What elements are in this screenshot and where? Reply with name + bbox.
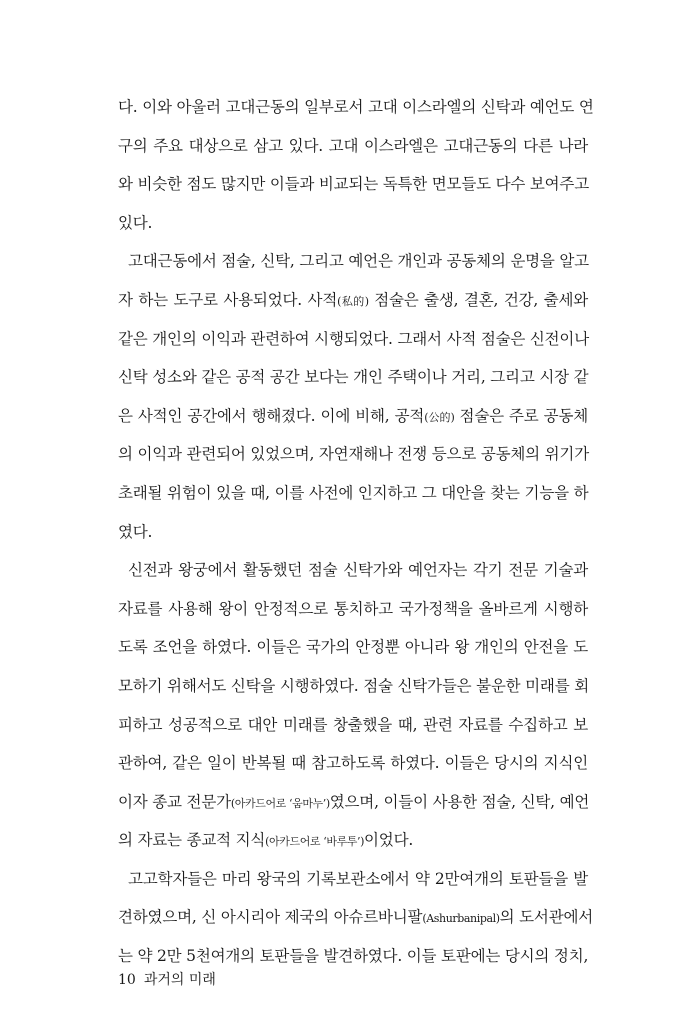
inline-annotation: (아카드어로 ‘바루투’): [265, 835, 365, 849]
running-title: 과거의 미래: [143, 972, 216, 988]
hanja-annotation: (公的): [424, 410, 455, 424]
inline-annotation: (Ashurbanipal): [422, 912, 500, 926]
text-line: 같은 개인의 이익과 관련하여 시행되었다. 그래서 사적 점술은 신전이나: [118, 329, 589, 348]
text-line: 도록 조언을 하였다. 이들은 국가의 안정뿐 아니라 왕 개인의 안전을 도: [118, 638, 588, 657]
text-line: [118, 397, 588, 436]
text-line: [118, 281, 588, 320]
text-line: 피하고 성공적으로 대안 미래를 창출했을 때, 관련 자료를 수집하고 보: [118, 715, 588, 734]
text-line: 의 이익과 관련되어 있었으며, 자연재해나 전쟁 등으로 공동체의 위기가: [118, 445, 589, 464]
page-footer: [118, 970, 216, 990]
text-line: 신탁 성소와 같은 공적 공간 보다는 개인 주택이나 거리, 그리고 시장 같: [118, 368, 589, 387]
text-line: 였다.: [118, 522, 153, 541]
inline-annotation: (아카드어로 ‘움마누’): [230, 796, 330, 810]
text-line: 와 비슷한 점도 많지만 이들과 비교되는 독특한 면모들도 다수 보여주고: [118, 175, 589, 194]
text-line: 관하여, 같은 일이 반복될 때 참고하도록 하였다. 이들은 당시의 지식인: [118, 754, 588, 773]
text-line: 구의 주요 대상으로 삼고 있다. 고대 이스라엘은 고대근동의 다른 나라: [118, 136, 588, 155]
text-line: 자료를 사용해 왕이 안정적으로 통치하고 국가정책을 올바르게 시행하: [118, 599, 588, 618]
text-line: 있다.: [118, 213, 153, 232]
text-line: [118, 821, 588, 860]
text-segment: 였으며, 이들이 사용한 점술, 신탁, 예언: [329, 792, 590, 811]
text-line: 다. 이와 아울러 고대근동의 일부로서 고대 이스라엘의 신탁과 예언도 연: [118, 98, 594, 116]
text-line: 는 약 2만 5천여개의 토판들을 발견하였다. 이들 토판에는 당시의 정치,: [118, 947, 589, 966]
text-line: 고고학자들은 마리 왕국의 기록보관소에서 약 2만여개의 토판들을 발: [128, 869, 588, 888]
text-segment: 이었다.: [364, 831, 414, 850]
text-segment: 의 자료는 종교적 지식: [118, 831, 266, 850]
text-segment: 의 도서관에서: [499, 908, 594, 927]
text-line: [118, 783, 588, 822]
text-line: 모하기 위해서도 신탁을 시행하였다. 점술 신탁가들은 불운한 미래를 회: [118, 676, 589, 695]
hanja-annotation: (私的): [337, 294, 369, 308]
text-segment: 점술은 출생, 결혼, 건강, 출세와: [368, 290, 589, 309]
text-line: 신전과 왕궁에서 활동했던 점술 신탁가와 예언자는 각기 전문 기술과: [128, 561, 588, 580]
text-segment: 이자 종교 전문가: [118, 792, 231, 811]
text-segment: 은 사적인 공간에서 행해졌다. 이에 비해, 공적: [118, 406, 425, 425]
text-line: [118, 898, 594, 937]
text-segment: 자 하는 도구로 사용되었다. 사적: [118, 290, 338, 309]
text-line: 초래될 위험이 있을 때, 이를 사전에 인지하고 그 대안을 찾는 기능을 하: [118, 483, 589, 502]
text-segment: 점술은 주로 공동체: [454, 406, 588, 425]
page-number: 10: [118, 972, 136, 988]
body-text: [118, 88, 594, 976]
text-segment: 견하였으며, 신 아시리아 제국의 아슈르바니팔: [118, 908, 423, 927]
text-line: 고대근동에서 점술, 신탁, 그리고 예언은 개인과 공동체의 운명을 알고: [128, 252, 589, 271]
